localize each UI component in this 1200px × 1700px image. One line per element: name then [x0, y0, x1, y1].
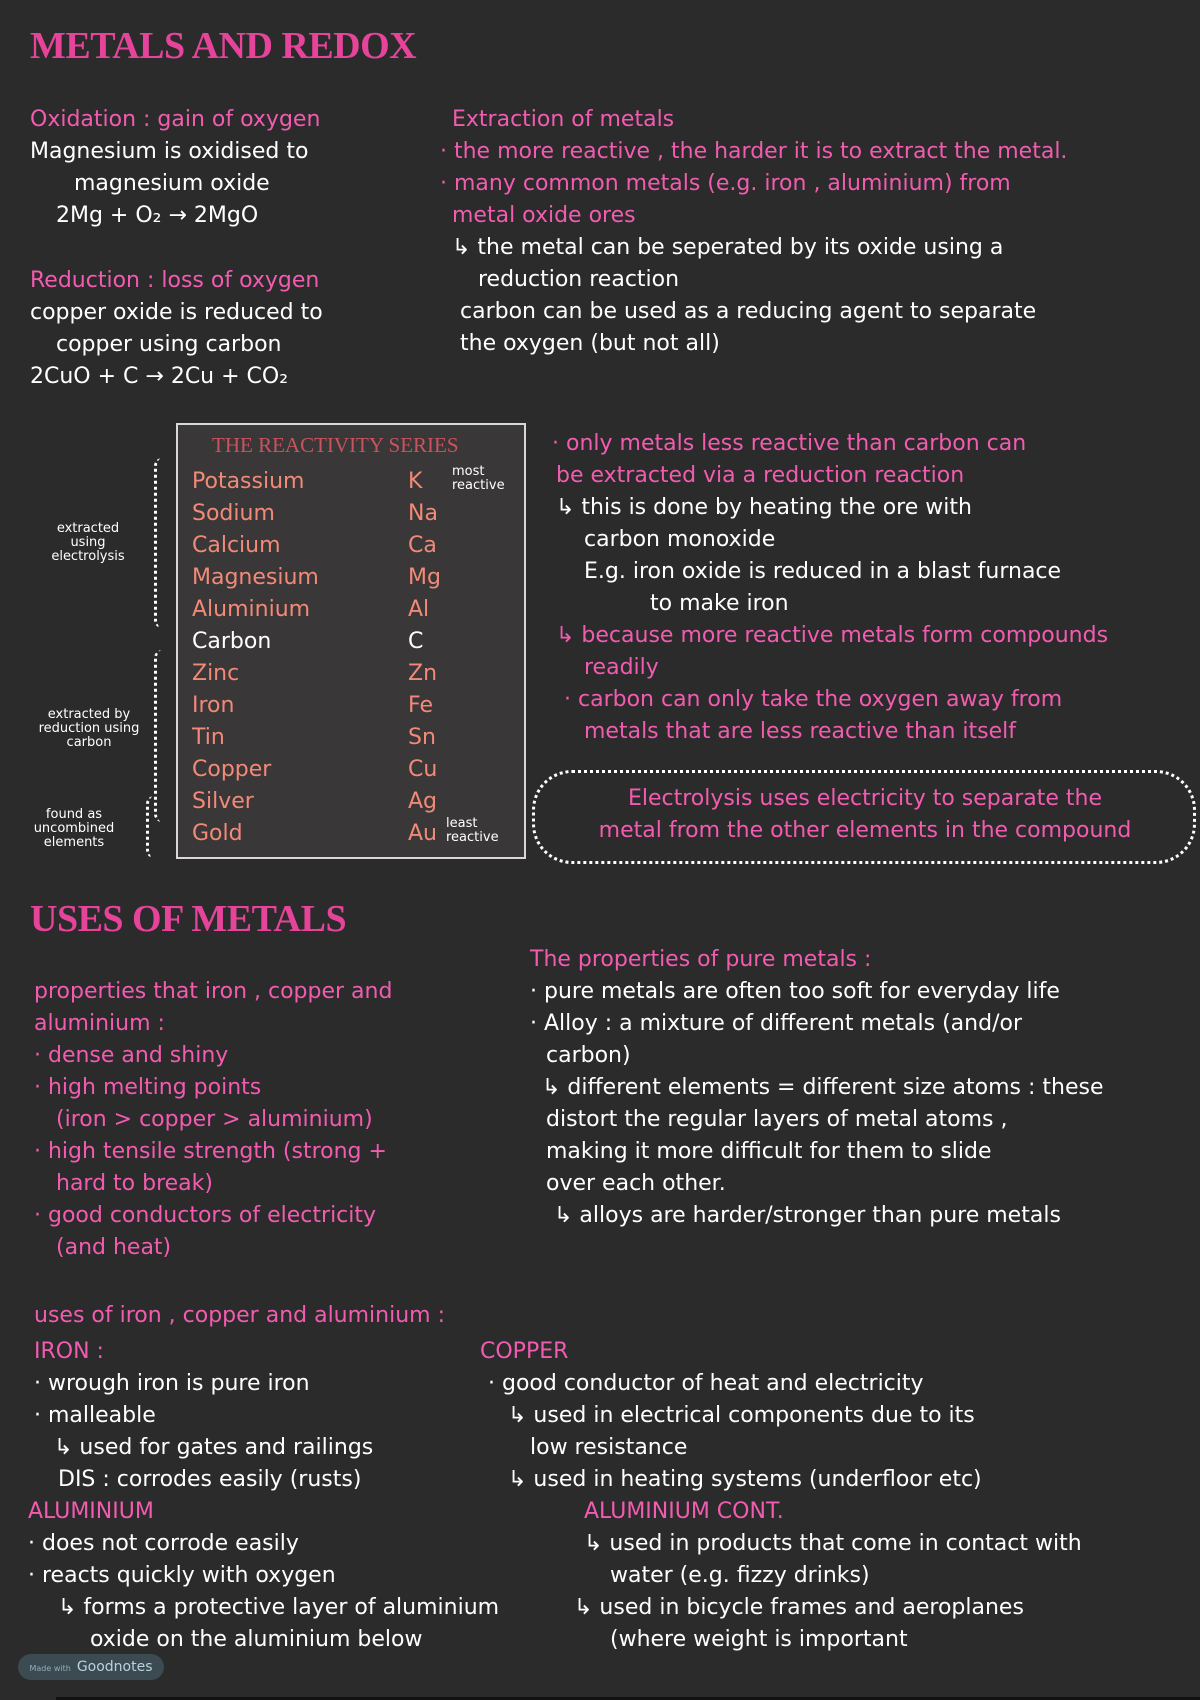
- extraction-line: carbon can be used as a reducing agent to separate: [460, 299, 1037, 324]
- page-title: METALS AND REDOX: [30, 25, 417, 67]
- metal-name: Potassium: [192, 469, 305, 494]
- watermark-small: Made with: [29, 1664, 71, 1673]
- metal-name: Zinc: [192, 661, 240, 686]
- label-uncombined: found as uncombined elements: [33, 807, 115, 850]
- extraction-line: ↳ the metal can be seperated by its oxide using a: [452, 235, 1004, 260]
- reduction-equation: 2CuO + C → 2Cu + CO₂: [30, 364, 289, 389]
- copper-line: ↳ used in heating systems (underfloor etc): [508, 1467, 982, 1492]
- reduction-line: copper oxide is reduced to: [30, 300, 323, 325]
- properties-line: (and heat): [56, 1235, 172, 1260]
- carbon-note-line: ↳ because more reactive metals form compounds: [556, 623, 1109, 648]
- electrolysis-line: metal from the other elements in the compound: [598, 818, 1132, 843]
- pure-metals-line: distort the regular layers of metal atoms ,: [546, 1107, 1008, 1132]
- oxidation-equation: 2Mg + O₂ → 2MgO: [56, 203, 259, 228]
- aluminium-cont-line: (where weight is important: [610, 1627, 908, 1652]
- carbon-note-line: ↳ this is done by heating the ore with: [556, 495, 972, 520]
- carbon-note-line: readily: [584, 655, 659, 680]
- pure-metals-line: over each other.: [546, 1171, 726, 1196]
- extraction-line: metal oxide ores: [452, 203, 636, 228]
- oxidation-line: Magnesium is oxidised to: [30, 139, 309, 164]
- pure-metals-line: ↳ different elements = different size atoms : these: [542, 1075, 1104, 1100]
- reactivity-row: [192, 693, 512, 725]
- metal-name: Calcium: [192, 533, 281, 558]
- extraction-heading: Extraction of metals: [452, 107, 675, 132]
- carbon-note-line: be extracted via a reduction reaction: [556, 463, 965, 488]
- aluminium-label: ALUMINIUM: [28, 1499, 154, 1524]
- oxidation-line: magnesium oxide: [74, 171, 270, 196]
- metal-symbol: Ag: [408, 789, 438, 814]
- properties-block: [34, 976, 504, 1264]
- iron-line: ↳ used for gates and railings: [54, 1435, 374, 1460]
- pure-metals-line: making it more difficult for them to slide: [546, 1139, 992, 1164]
- reactivity-row: [192, 821, 512, 853]
- metal-name: Sodium: [192, 501, 275, 526]
- metal-symbol: C: [408, 629, 424, 654]
- reactivity-row: [192, 565, 512, 597]
- metal-symbol: Al: [408, 597, 430, 622]
- iron-line: DIS : corrodes easily (rusts): [58, 1467, 362, 1492]
- uses-heading: uses of iron , copper and aluminium :: [34, 1303, 446, 1328]
- properties-line: hard to break): [56, 1171, 213, 1196]
- least-reactive-note: least reactive: [446, 816, 499, 845]
- metal-name: Iron: [192, 693, 235, 718]
- extraction-line: · the more reactive , the harder it is to extract the metal.: [440, 139, 1068, 164]
- pure-metals-line: · pure metals are often too soft for everyday life: [530, 979, 1060, 1004]
- reactivity-row: [192, 725, 512, 757]
- metal-symbol: Ca: [408, 533, 437, 558]
- properties-line: · good conductors of electricity: [34, 1203, 377, 1228]
- aluminium-line: · reacts quickly with oxygen: [28, 1563, 336, 1588]
- metal-symbol: Mg: [408, 565, 441, 590]
- reactivity-row: [192, 501, 512, 533]
- metal-name: Carbon: [192, 629, 272, 654]
- carbon-note-line: metals that are less reactive than itself: [584, 719, 1016, 744]
- properties-line: · high melting points: [34, 1075, 262, 1100]
- aluminium-cont-line: ↳ used in products that come in contact with: [584, 1531, 1082, 1556]
- reduction-block: [30, 265, 323, 393]
- metal-name: Copper: [192, 757, 272, 782]
- carbon-note-line: to make iron: [650, 591, 789, 616]
- pure-metals-block: [530, 944, 1195, 1232]
- metal-symbol: Zn: [408, 661, 438, 686]
- properties-line: · high tensile strength (strong +: [34, 1139, 387, 1164]
- carbon-note-line: · carbon can only take the oxygen away from: [564, 687, 1063, 712]
- reactivity-row: [192, 789, 512, 821]
- pure-metals-line: carbon): [546, 1043, 631, 1068]
- oxidation-heading: Oxidation : gain of oxygen: [30, 107, 321, 132]
- metal-name: Silver: [192, 789, 254, 814]
- reactivity-row-carbon: [192, 629, 512, 661]
- reactivity-series-title: THE REACTIVITY SERIES: [212, 433, 459, 457]
- aluminium-line: · does not corrode easily: [28, 1531, 299, 1556]
- copper-line: · good conductor of heat and electricity: [488, 1371, 924, 1396]
- properties-heading: properties that iron , copper and: [34, 979, 393, 1004]
- iron-label: IRON :: [34, 1339, 104, 1364]
- carbon-note-line: · only metals less reactive than carbon can: [552, 431, 1027, 456]
- aluminium-line: oxide on the aluminium below: [90, 1627, 423, 1652]
- extraction-line: · many common metals (e.g. iron , aluminium) from: [440, 171, 1011, 196]
- bracket-electrolysis: [154, 458, 165, 628]
- metal-symbol: K: [408, 469, 423, 494]
- label-electrolysis: extracted using electrolysis: [51, 521, 125, 564]
- aluminium-cont-line: water (e.g. fizzy drinks): [610, 1563, 870, 1588]
- reactivity-row: [192, 661, 512, 693]
- copper-line: ↳ used in electrical components due to its: [508, 1403, 975, 1428]
- label-carbon-reduction: extracted by reduction using carbon: [38, 707, 140, 750]
- carbon-notes: [552, 428, 1192, 748]
- metal-name: Gold: [192, 821, 243, 846]
- metal-symbol: Sn: [408, 725, 436, 750]
- metal-name: Magnesium: [192, 565, 319, 590]
- carbon-note-line: E.g. iron oxide is reduced in a blast furnace: [584, 559, 1062, 584]
- copper-label: COPPER: [480, 1339, 569, 1364]
- reduction-heading: Reduction : loss of oxygen: [30, 268, 320, 293]
- copper-line: low resistance: [530, 1435, 688, 1460]
- reactivity-row: [192, 469, 512, 501]
- properties-heading: aluminium :: [34, 1011, 165, 1036]
- pure-metals-heading: The properties of pure metals :: [530, 947, 872, 972]
- most-reactive-note: most reactive: [452, 464, 505, 493]
- pure-metals-line: · Alloy : a mixture of different metals (and/or: [530, 1011, 1022, 1036]
- electrolysis-note: [540, 783, 1190, 847]
- properties-line: · dense and shiny: [34, 1043, 229, 1068]
- aluminium-cont-line: ↳ used in bicycle frames and aeroplanes: [574, 1595, 1024, 1620]
- reactivity-row: [192, 597, 512, 629]
- extraction-line: reduction reaction: [478, 267, 680, 292]
- pure-metals-line: ↳ alloys are harder/stronger than pure metals: [554, 1203, 1061, 1228]
- metal-symbol: Cu: [408, 757, 438, 782]
- extraction-block: [440, 104, 1192, 360]
- aluminium-cont-block: [574, 1496, 1194, 1656]
- metal-name: Tin: [192, 725, 225, 750]
- copper-block: [480, 1336, 1195, 1496]
- metal-name: Aluminium: [192, 597, 311, 622]
- metal-symbol: Na: [408, 501, 438, 526]
- metal-symbol: Au: [408, 821, 437, 846]
- bracket-uncombined: [146, 796, 157, 858]
- carbon-note-line: carbon monoxide: [584, 527, 776, 552]
- iron-block: [34, 1336, 474, 1496]
- metal-symbol: Fe: [408, 693, 433, 718]
- oxidation-block: [30, 104, 320, 232]
- goodnotes-watermark: [18, 1654, 164, 1680]
- iron-line: · malleable: [34, 1403, 156, 1428]
- aluminium-block: [28, 1496, 568, 1656]
- reduction-line: copper using carbon: [56, 332, 282, 357]
- extraction-line: the oxygen (but not all): [460, 331, 720, 356]
- reactivity-row: [192, 757, 512, 789]
- properties-line: (iron > copper > aluminium): [56, 1107, 373, 1132]
- aluminium-line: ↳ forms a protective layer of aluminium: [58, 1595, 500, 1620]
- section-title-uses: USES OF METALS: [30, 898, 347, 940]
- aluminium-cont-label: ALUMINIUM CONT.: [584, 1499, 784, 1524]
- electrolysis-line: Electrolysis uses electricity to separate the: [627, 786, 1103, 811]
- watermark-brand: Goodnotes: [76, 1659, 153, 1675]
- iron-line: · wrough iron is pure iron: [34, 1371, 310, 1396]
- reactivity-row: [192, 533, 512, 565]
- reactivity-series-table: [176, 423, 526, 859]
